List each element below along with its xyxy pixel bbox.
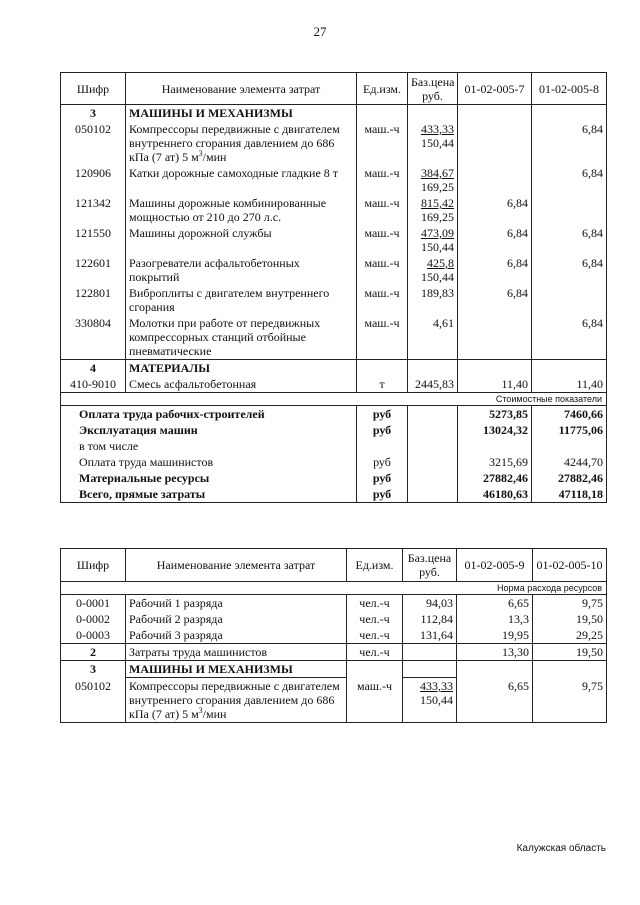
item-unit: маш.-ч <box>357 225 408 255</box>
base-price: 94,03 <box>403 595 457 612</box>
summary-label: Оплата труда рабочих-строителей <box>61 406 357 423</box>
value-col2: 11,40 <box>532 376 607 393</box>
section-title: МАШИНЫ И МЕХАНИЗМЫ <box>126 105 357 122</box>
value-col1 <box>458 121 532 165</box>
summary-unit: руб <box>357 454 408 470</box>
item-code: 0-0002 <box>61 611 126 627</box>
value-col1: 6,84 <box>458 195 532 225</box>
value-col1 <box>458 165 532 195</box>
value-col2: 4244,70 <box>532 454 607 470</box>
base-price <box>408 195 458 225</box>
item-code: 122801 <box>61 285 126 315</box>
summary-row <box>61 470 607 486</box>
base-price-machinist: 169,25 <box>421 210 454 224</box>
section-row <box>61 105 607 122</box>
value-col2: 9,75 <box>533 678 607 723</box>
section-number: 3 <box>61 105 126 122</box>
section-row <box>61 661 607 678</box>
base-price <box>408 165 458 195</box>
value-col2 <box>532 438 607 454</box>
base-price-machinist: 169,25 <box>421 180 454 194</box>
value-col2: 47118,18 <box>532 486 607 503</box>
item-code: 050102 <box>61 678 126 723</box>
value-col2: 6,84 <box>532 255 607 285</box>
value-col1 <box>458 315 532 360</box>
value-col1: 27882,46 <box>458 470 532 486</box>
summary-row <box>61 438 607 454</box>
value-col2: 11775,06 <box>532 422 607 438</box>
table-row <box>61 255 607 285</box>
value-col2: 6,84 <box>532 315 607 360</box>
value-col1: 3215,69 <box>458 454 532 470</box>
base-price <box>408 285 458 315</box>
item-code: 120906 <box>61 165 126 195</box>
section-title: МАШИНЫ И МЕХАНИЗМЫ <box>126 661 347 678</box>
item-name: Затраты труда машинистов <box>126 644 347 661</box>
header-name: Наименование элемента затрат <box>126 73 357 105</box>
table-row <box>61 315 607 360</box>
base-price-machinist: 150,44 <box>421 270 454 284</box>
value-col1: 46180,63 <box>458 486 532 503</box>
item-name: Виброплиты с двигателем внутреннего сгорания <box>126 285 357 315</box>
item-name: Рабочий 1 разряда <box>126 595 347 612</box>
item-code: 121342 <box>61 195 126 225</box>
item-code: 050102 <box>61 121 126 165</box>
value-col2 <box>532 285 607 315</box>
item-code: 410-9010 <box>61 376 126 393</box>
item-unit: маш.-ч <box>357 255 408 285</box>
item-unit: маш.-ч <box>357 165 408 195</box>
base-price-total: 473,09 <box>421 226 454 240</box>
value-col1: 6,84 <box>458 285 532 315</box>
header-code: Шифр <box>61 549 126 582</box>
item-unit: маш.-ч <box>347 678 403 723</box>
item-code: 0-0003 <box>61 627 126 644</box>
item-name: Рабочий 3 разряда <box>126 627 347 644</box>
base-price: 112,84 <box>403 611 457 627</box>
section-row <box>61 360 607 377</box>
value-col1: 5273,85 <box>458 406 532 423</box>
item-name: Рабочий 2 разряда <box>126 611 347 627</box>
item-unit: чел.-ч <box>347 627 403 644</box>
table-row <box>61 678 607 723</box>
item-code: 122601 <box>61 255 126 285</box>
item-name: Смесь асфальтобетонная <box>126 376 357 393</box>
value-col2: 29,25 <box>533 627 607 644</box>
subheader-label: Стоимостные показатели <box>61 393 607 406</box>
base-price-total: 189,83 <box>421 286 454 300</box>
base-price: 131,64 <box>403 627 457 644</box>
region-footer: Калужская область <box>516 843 606 854</box>
summary-label: Оплата труда машинистов <box>61 454 357 470</box>
item-name: Машины дорожные комбинированные мощностью от 210 до 270 л.с. <box>126 195 357 225</box>
value-col2: 6,84 <box>532 225 607 255</box>
item-name: Разогреватели асфальтобетонных покрытий <box>126 255 357 285</box>
value-col1: 19,95 <box>457 627 533 644</box>
subheader-row <box>61 393 607 406</box>
item-name: Компрессоры передвижные с двигателем внутреннего сгорания давлением до 686 кПа (7 ат) 5 $м^3$/мин <box>126 121 357 165</box>
value-col2: 9,75 <box>533 595 607 612</box>
value-col1: 13,30 <box>457 644 533 661</box>
section-number: 2 <box>61 644 126 661</box>
table-row <box>61 376 607 393</box>
value-col2: 6,84 <box>532 165 607 195</box>
base-price <box>408 255 458 285</box>
header-price: Баз.цена руб. <box>403 549 457 582</box>
value-col1: 6,84 <box>458 255 532 285</box>
page-number: 27 <box>313 24 327 39</box>
table-row <box>61 644 607 661</box>
header-col2: 01-02-005-8 <box>532 73 607 105</box>
base-price <box>408 315 458 360</box>
value-col2: 19,50 <box>533 644 607 661</box>
value-col1 <box>458 438 532 454</box>
base-price-total: 4,61 <box>433 316 454 330</box>
header-col2: 01-02-005-10 <box>533 549 607 582</box>
header-unit: Ед.изм. <box>357 73 408 105</box>
table-row <box>61 285 607 315</box>
base-price <box>408 225 458 255</box>
item-unit: чел.-ч <box>347 595 403 612</box>
item-code: 121550 <box>61 225 126 255</box>
header-code: Шифр <box>61 73 126 105</box>
summary-row <box>61 422 607 438</box>
value-col1: 6,65 <box>457 678 533 723</box>
item-name: Машины дорожной службы <box>126 225 357 255</box>
header-name: Наименование элемента затрат <box>126 549 347 582</box>
item-unit: маш.-ч <box>357 121 408 165</box>
value-col2 <box>532 195 607 225</box>
item-unit: чел.-ч <box>347 644 403 661</box>
item-unit: маш.-ч <box>357 285 408 315</box>
summary-unit: руб <box>357 470 408 486</box>
base-price-total: 815,42 <box>421 196 454 210</box>
summary-label: Материальные ресурсы <box>61 470 357 486</box>
value-col2: 19,50 <box>533 611 607 627</box>
value-col2: 27882,46 <box>532 470 607 486</box>
summary-row <box>61 454 607 470</box>
subheader-row <box>61 582 607 595</box>
item-name: Компрессоры передвижные с двигателем внутреннего сгорания давлением до 686 кПа (7 ат) 5 $м^3$/мин <box>126 678 347 723</box>
table-row <box>61 195 607 225</box>
base-price-machinist: 150,44 <box>421 240 454 254</box>
summary-label: Эксплуатация машин <box>61 422 357 438</box>
summary-unit: руб <box>357 422 408 438</box>
value-col1: 11,40 <box>458 376 532 393</box>
item-unit: чел.-ч <box>347 611 403 627</box>
summary-unit <box>357 438 408 454</box>
section-number: 4 <box>61 360 126 377</box>
summary-row <box>61 406 607 423</box>
table-row <box>61 121 607 165</box>
item-name: Молотки при работе от передвижных компрессорных станций отбойные пневматические <box>126 315 357 360</box>
subheader-label: Норма расхода ресурсов <box>61 582 607 595</box>
item-unit: т <box>357 376 408 393</box>
resource-table-2 <box>60 548 607 723</box>
base-price-machinist: 150,44 <box>420 693 453 707</box>
base-price-total: 425,8 <box>427 256 454 270</box>
table-row <box>61 595 607 612</box>
resource-table-1 <box>60 72 607 503</box>
summary-unit: руб <box>357 486 408 503</box>
item-name: Катки дорожные самоходные гладкие 8 т <box>126 165 357 195</box>
value-col1: 6,65 <box>457 595 533 612</box>
value-col1: 6,84 <box>458 225 532 255</box>
base-price-machinist: 150,44 <box>421 136 454 150</box>
item-code: 0-0001 <box>61 595 126 612</box>
header-col1: 01-02-005-9 <box>457 549 533 582</box>
summary-row <box>61 486 607 503</box>
item-unit: маш.-ч <box>357 195 408 225</box>
table-row <box>61 225 607 255</box>
summary-label: Всего, прямые затраты <box>61 486 357 503</box>
base-price-total: 433,33 <box>421 122 454 136</box>
header-col1: 01-02-005-7 <box>458 73 532 105</box>
value-col1: 13,3 <box>457 611 533 627</box>
base-price-total: 384,67 <box>421 166 454 180</box>
table-row <box>61 611 607 627</box>
value-col2: 7460,66 <box>532 406 607 423</box>
summary-unit: руб <box>357 406 408 423</box>
table-row <box>61 627 607 644</box>
base-price: 2445,83 <box>408 376 458 393</box>
base-price <box>408 121 458 165</box>
header-unit: Ед.изм. <box>347 549 403 582</box>
value-col1: 13024,32 <box>458 422 532 438</box>
header-price: Баз.цена руб. <box>408 73 458 105</box>
item-unit: маш.-ч <box>357 315 408 360</box>
table-row <box>61 165 607 195</box>
base-price-total: 433,33 <box>420 679 453 693</box>
summary-label: в том числе <box>61 438 357 454</box>
section-title: МАТЕРИАЛЫ <box>126 360 357 377</box>
item-code: 330804 <box>61 315 126 360</box>
base-price <box>403 678 457 723</box>
value-col2: 6,84 <box>532 121 607 165</box>
section-number: 3 <box>61 661 126 678</box>
